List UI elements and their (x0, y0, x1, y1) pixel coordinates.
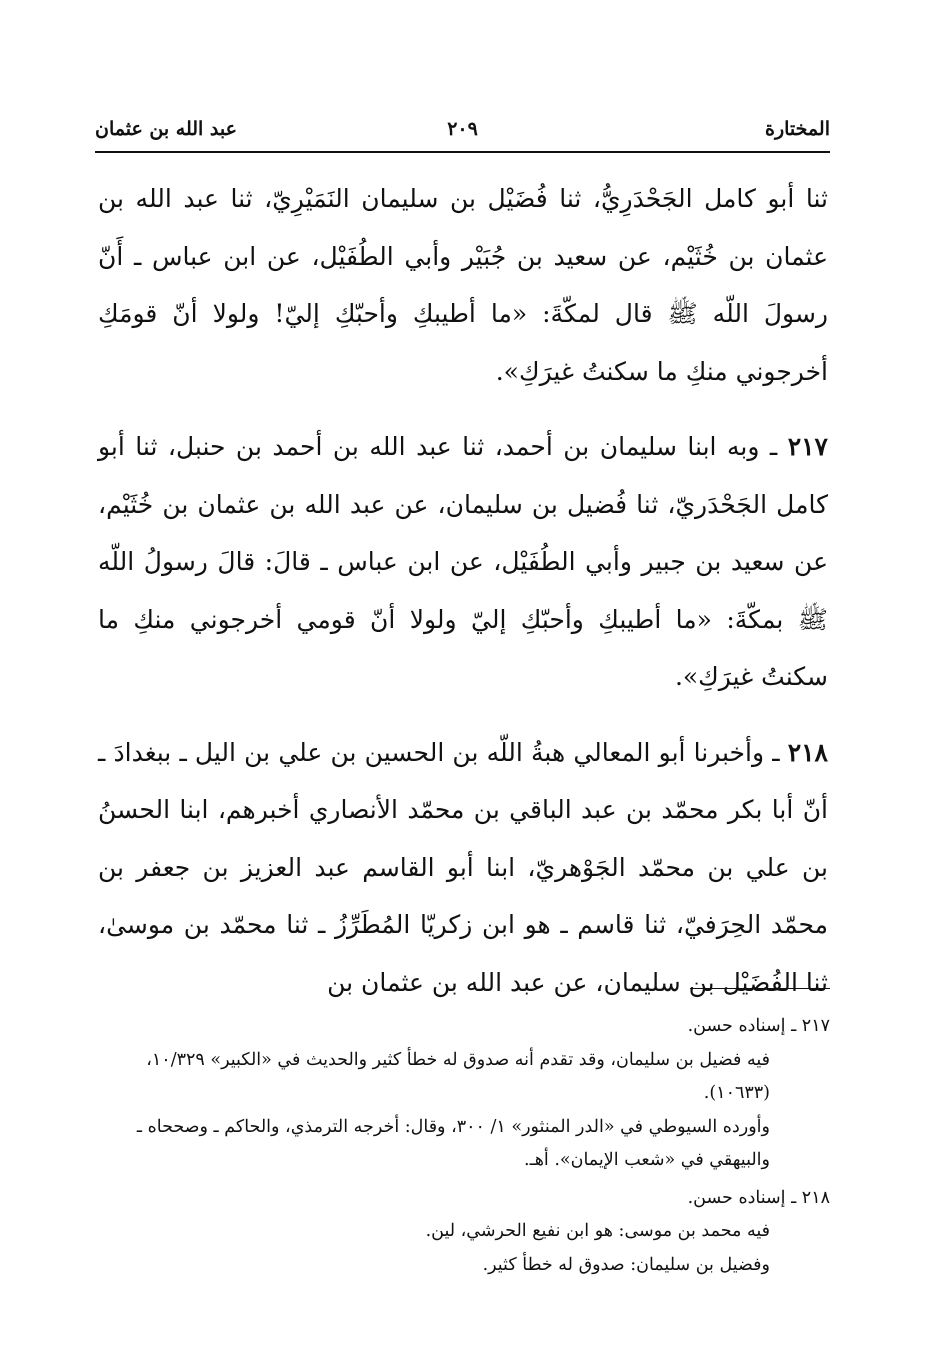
footnote-218-heading: ٢١٨ ـ إسناده حسن. (687, 1187, 830, 1208)
footnote-rule (690, 988, 830, 989)
footnotes (98, 1010, 830, 1282)
hadith-text: ـ وأخبرنا أبو المعالي هبةُ اللّه بن الحسين بن علي بن اليل ـ ببغدادَ ـ أنّ أبا بكر محمّد بن عبد الباقي بن محمّد الأنصاري أخبرهم، ابنا الحسنُ بن علي بن محمّد الجَوْهريّ، ابنا أبو القاسم عبد العزيز بن جعفر بن محمّد الحِرَفيّ، ثنا قاسم ـ هو ابن زكريّا المُطَرِّزُ ـ ثنا محمّد بن موسىٰ، ثنا الفُضَيْل بن سليمان، عن عبد الله بن عثمان بن (98, 737, 828, 997)
book-title: المختارة (765, 118, 830, 140)
footnote-217-line: فيه فضيل بن سليمان، وقد تقدم أنه صدوق له خطأ كثير والحديث في «الكبير» ١٠/٣٢٩، (١٠٦٣٣). (146, 1049, 770, 1103)
hadith-number: ٢١٨ (787, 737, 828, 767)
hadith-text: ـ وبه ابنا سليمان بن أحمد، ثنا عبد الله بن أحمد بن حنبل، ثنا أبو كامل الجَحْدَريّ، ثنا فُضيل بن سليمان، عن عبد الله بن عثمان بن خُثَيْم، عن سعيد بن جبير وأبي الطُفَيْل، عن ابن عباس ـ قالَ: قالَ رسولُ اللّه ﷺ بمكّةَ: «ما أطيبكِ وأحبّكِ إليّ ولولا أنّ قومي أخرجوني منكِ ما سكنتُ غيرَكِ». (98, 432, 828, 691)
chapter-title: عبد الله بن عثمان (95, 118, 237, 140)
running-header (95, 118, 830, 150)
hadith-218 (98, 724, 828, 1012)
footnote-217-line: وأورده السيوطي في «الدر المنثور» ١/ ٣٠٠، وقال: أخرجه الترمذي، والحاكم ـ وصححاه ـ والبيهقي في «شعب الإيمان». أهـ. (136, 1116, 770, 1170)
hadith-number: ٢١٧ (787, 432, 828, 461)
footnote-218-line: فيه محمد بن موسى: هو ابن نفيع الحرشي، لين. (425, 1221, 770, 1241)
footnote-217-heading: ٢١٧ ـ إسناده حسن. (687, 1016, 830, 1036)
page-number: ٢٠٩ (447, 118, 478, 140)
main-text (98, 170, 828, 1029)
paragraph-continued: ثنا أبو كامل الجَحْدَرِيُّ، ثنا فُضَيْل بن سليمان النَمَيْرِيّ، ثنا عبد الله بن عثمان بن خُثَيْم، عن سعيد بن جُبَيْر وأبي الطُفَيْل، عن ابن عباس ـ أَنّ رسولَ اللّه ﷺ قال لمكّةَ: «ما أطيبكِ وأحبّكِ إليّ! ولولا أنّ قومَكِ أخرجوني منكِ ما سكنتُ غيرَكِ». (98, 184, 828, 386)
footnote-218-line: وفضيل بن سليمان: صدوق له خطأ كثير. (482, 1254, 770, 1275)
hadith-217 (98, 418, 828, 706)
header-rule (95, 151, 830, 153)
